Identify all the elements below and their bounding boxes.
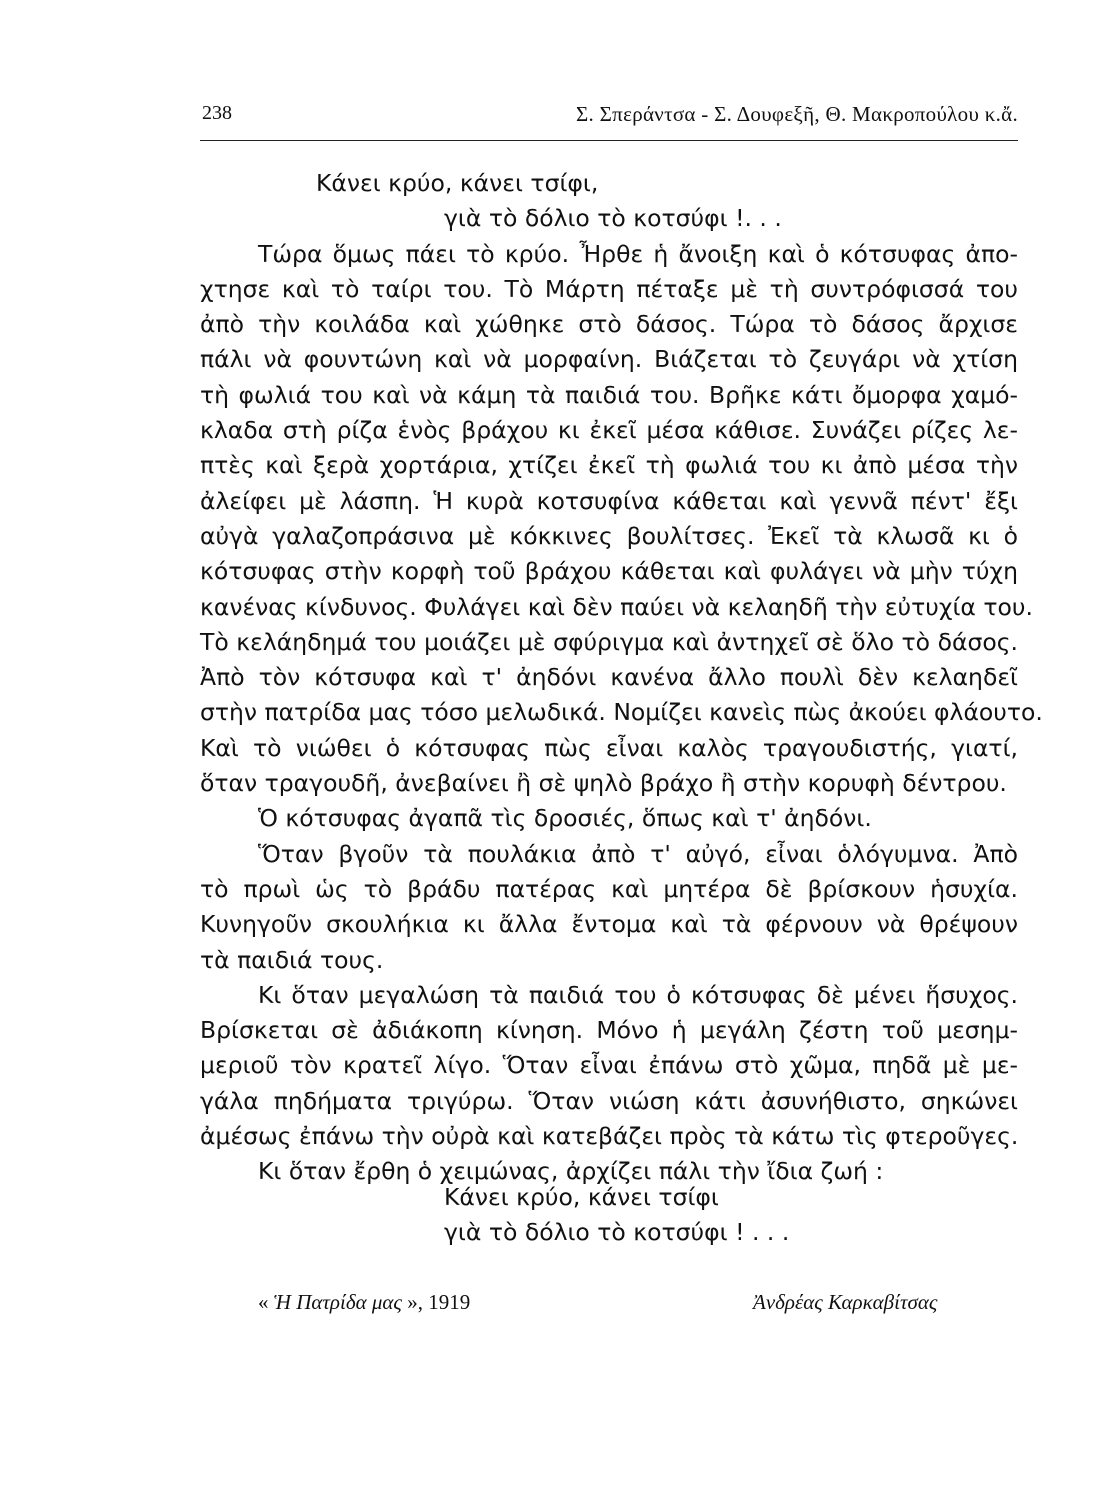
text-line: Ὁ κότσυφας ἀγαπᾶ τὶς δροσιές, ὅπως καὶ τ' ἀηδόνι. bbox=[258, 804, 872, 833]
page-number: 238 bbox=[202, 102, 232, 124]
paragraph-2 bbox=[200, 801, 1018, 836]
text-line: χτησε καὶ τὸ ταίρι του. Τὸ Μάρτη πέταξε μὲ τὴ συντρόφισσά του bbox=[200, 274, 1018, 303]
header-rule bbox=[200, 140, 1018, 141]
source-open-quote: « bbox=[258, 1290, 274, 1314]
text-line: μεριοῦ τὸν κρατεῖ λίγο. Ὅταν εἶναι ἐπάνω στὸ χῶμα, πηδᾶ μὲ με- bbox=[200, 1051, 1018, 1080]
paragraph-1 bbox=[200, 237, 1043, 802]
text-line: ὅταν τραγουδῆ, ἀνεβαίνει ἢ σὲ ψηλὸ βράχο ἢ στὴν κορυφὴ δέντρου. bbox=[200, 769, 1007, 798]
text-line: Τώρα ὅμως πάει τὸ κρύο. Ἦρθε ἡ ἄνοιξη καὶ ὁ κότσυφας ἀπο- bbox=[258, 239, 1018, 268]
text-line: Καὶ τὸ νιώθει ὁ κότσυφας πὼς εἶναι καλὸς τραγουδιστής, γιατί, bbox=[200, 733, 1018, 762]
text-line: πτὲς καὶ ξερὰ χορτάρια, χτίζει ἐκεῖ τὴ φωλιά του κι ἀπὸ μέσα τὴν bbox=[200, 451, 1018, 480]
text-line: ἀλείφει μὲ λάσπη. Ἡ κυρὰ κοτσυφίνα κάθεται καὶ γεννᾶ πέντ' ἔξι bbox=[200, 486, 1018, 515]
body-text bbox=[200, 166, 1043, 1190]
text-line: ἀμέσως ἐπάνω τὴν οὐρὰ καὶ κατεβάζει πρὸς τὰ κάτω τὶς φτεροῦγες. bbox=[200, 1122, 1019, 1151]
text-line: αὐγὰ γαλαζοπράσινα μὲ κόκκινες βουλίτσες. Ἐκεῖ τὰ κλωσᾶ κι ὁ bbox=[200, 521, 1018, 550]
text-line: Βρίσκεται σὲ ἀδιάκοπη κίνηση. Μόνο ἡ μεγάλη ζέστη τοῦ μεσημ- bbox=[200, 1016, 1018, 1045]
verse-top-line-2: γιὰ τὸ δόλιο τὸ κοτσύφι !. . . bbox=[444, 204, 782, 233]
running-head: Σ. Σπεράντσα - Σ. Δουφεξῆ, Θ. Μακροπούλου κ.ἄ. bbox=[576, 102, 1018, 126]
page-header bbox=[200, 102, 1018, 142]
text-line: τὸ πρωὶ ὡς τὸ βράδυ πατέρας καὶ μητέρα δὲ βρίσκουν ἡσυχία. bbox=[200, 874, 1018, 903]
source-title: Ἡ Πατρίδα μας bbox=[273, 1290, 402, 1314]
text-line: στὴν πατρίδα μας τόσο μελωδικά. Νομίζει κανεὶς πὼς ἀκούει φλάουτο. bbox=[200, 698, 1043, 727]
source-citation bbox=[258, 1290, 470, 1315]
paragraph-3 bbox=[200, 837, 1018, 978]
text-line: Ἀπὸ τὸν κότσυφα καὶ τ' ἀηδόνι κανένα ἄλλο πουλὶ δὲν κελαηδεῖ bbox=[200, 663, 1018, 692]
text-line: κότσυφας στὴν κορφὴ τοῦ βράχου κάθεται καὶ φυλάγει νὰ μὴν τύχη bbox=[200, 557, 1018, 586]
source-year: », 1919 bbox=[401, 1290, 471, 1314]
text-line: Τὸ κελάηδημά του μοιάζει μὲ σφύριγμα καὶ ἀντηχεῖ σὲ ὅλο τὸ δάσος. bbox=[200, 627, 1018, 656]
text-line: τὴ φωλιά του καὶ νὰ κάμη τὰ παιδιά του. Βρῆκε κάτι ὄμορφα χαμό- bbox=[200, 380, 1018, 409]
text-line: κανένας κίνδυνος. Φυλάγει καὶ δὲν παύει νὰ κελαηδῆ τὴν εὐτυχία του. bbox=[200, 592, 1033, 621]
text-line: πάλι νὰ φουντώνη καὶ νὰ μορφαίνη. Βιάζεται τὸ ζευγάρι νὰ χτίση bbox=[200, 345, 1018, 374]
text-line: γάλα πηδήματα τριγύρω. Ὅταν νιώση κάτι ἀσυνήθιστο, σηκώνει bbox=[200, 1086, 1018, 1115]
author-name: Ἀνδρέας Καρκαβίτσας bbox=[753, 1290, 938, 1314]
verse-bottom bbox=[444, 1180, 789, 1250]
text-line: κλαδα στὴ ρίζα ἑνὸς βράχου κι ἐκεῖ μέσα κάθισε. Συνάζει ρίζες λε- bbox=[200, 416, 1018, 445]
text-line: Ὅταν βγοῦν τὰ πουλάκια ἀπὸ τ' αὐγό, εἶναι ὁλόγυμνα. Ἀπὸ bbox=[258, 839, 1018, 868]
verse-bottom-line-2: γιὰ τὸ δόλιο τὸ κοτσύφι ! . . . bbox=[444, 1218, 790, 1246]
paragraph-4 bbox=[200, 978, 1018, 1154]
text-line: ἀπὸ τὴν κοιλάδα καὶ χώθηκε στὸ δάσος. Τώρα τὸ δάσος ἄρχισε bbox=[200, 310, 1018, 339]
text-line: Κι ὅταν μεγαλώση τὰ παιδιά του ὁ κότσυφας δὲ μένει ἥσυχος. bbox=[258, 980, 1018, 1009]
verse-bottom-line-1: Κάνει κρύο, κάνει τσίφι bbox=[444, 1183, 719, 1211]
verse-top-line-1: Κάνει κρύο, κάνει τσίφι, bbox=[316, 169, 599, 197]
text-line: Κι ὅταν ἔρθη ὁ χειμώνας, ἀρχίζει πάλι τὴν ἴδια ζωή : bbox=[258, 1157, 884, 1186]
text-line: Κυνηγοῦν σκουλήκια κι ἄλλα ἔντομα καὶ τὰ φέρνουν νὰ θρέψουν bbox=[200, 910, 1018, 939]
text-line: τὰ παιδιά τους. bbox=[200, 945, 384, 974]
